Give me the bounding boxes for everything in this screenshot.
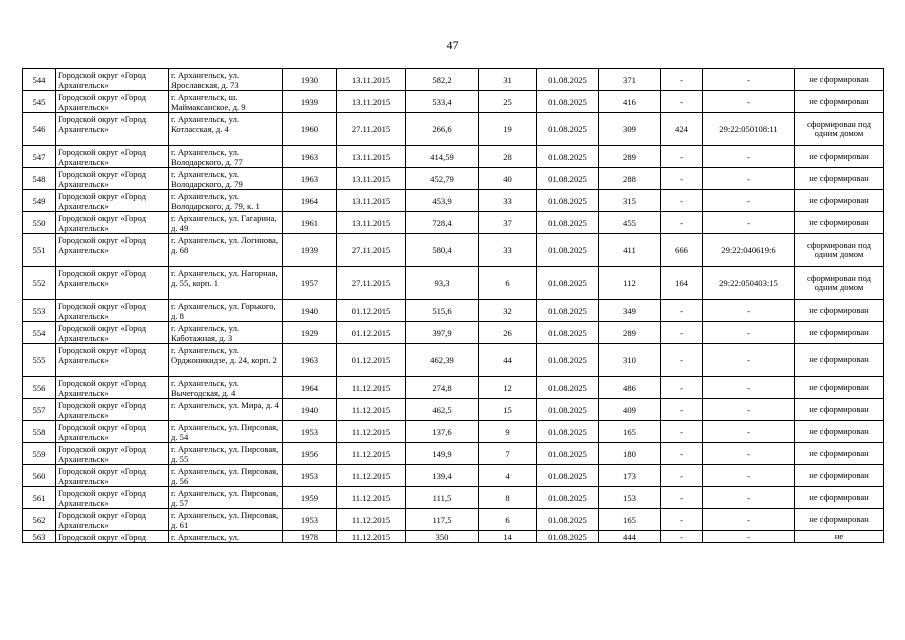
cadastral-number-cell: -	[703, 344, 795, 377]
build-year-cell: 1963	[283, 146, 337, 168]
address-cell: г. Архангельск, ул. Пирсовая, д. 57	[169, 487, 283, 509]
inclusion-date-cell: 11.12.2015	[337, 509, 406, 531]
table-row	[23, 531, 884, 543]
land-area-cell: -	[661, 168, 703, 190]
address-cell: г. Архангельск, ш. Маймаксанское, д. 9	[169, 91, 283, 113]
land-area-cell: -	[661, 487, 703, 509]
address-cell: г. Архангельск, ул. Горького, д. 8	[169, 300, 283, 322]
municipality-cell: Городской округ «Город Архангельск»	[56, 267, 169, 300]
residents-count-cell: 26	[479, 322, 537, 344]
inclusion-date-cell: 13.11.2015	[337, 212, 406, 234]
build-year-cell: 1939	[283, 234, 337, 267]
land-status-cell: не сформирован	[795, 421, 884, 443]
address-cell: г. Архангельск, ул. Ярославская, д. 73	[169, 69, 283, 91]
build-year-cell: 1929	[283, 322, 337, 344]
table-row	[23, 69, 884, 91]
row-number-cell: 551	[23, 234, 56, 267]
deadline-cell: 01.08.2025	[537, 487, 599, 509]
table-row	[23, 91, 884, 113]
address-cell: г. Архангельск, ул. Володарского, д. 79, к. 1	[169, 190, 283, 212]
row-number-cell: 550	[23, 212, 56, 234]
residents-count-cell: 33	[479, 190, 537, 212]
living-area-cell: 453,9	[406, 190, 479, 212]
deadline-cell: 01.08.2025	[537, 234, 599, 267]
days-cell: 165	[599, 509, 661, 531]
residents-count-cell: 37	[479, 212, 537, 234]
land-status-cell: не сформирован	[795, 190, 884, 212]
deadline-cell: 01.08.2025	[537, 344, 599, 377]
land-status-cell: не сформирован	[795, 91, 884, 113]
cadastral-number-cell: 29:22:050108:11	[703, 113, 795, 146]
land-status-cell: не сформирован	[795, 487, 884, 509]
build-year-cell: 1960	[283, 113, 337, 146]
address-cell: г. Архангельск, ул.	[169, 531, 283, 543]
land-status-cell: не	[795, 531, 884, 543]
inclusion-date-cell: 27.11.2015	[337, 113, 406, 146]
living-area-cell: 397,9	[406, 322, 479, 344]
deadline-cell: 01.08.2025	[537, 300, 599, 322]
table-row	[23, 509, 884, 531]
address-cell: г. Архангельск, ул. Пирсовая, д. 54	[169, 421, 283, 443]
inclusion-date-cell: 11.12.2015	[337, 531, 406, 543]
municipality-cell: Городской округ «Город Архангельск»	[56, 421, 169, 443]
deadline-cell: 01.08.2025	[537, 146, 599, 168]
address-cell: г. Архангельск, ул. Каботажная, д. 3	[169, 322, 283, 344]
address-cell: г. Архангельск, ул. Вычегодская, д. 4	[169, 377, 283, 399]
land-area-cell: -	[661, 322, 703, 344]
address-cell: г. Архангельск, ул. Гагарина, д. 49	[169, 212, 283, 234]
living-area-cell: 93,3	[406, 267, 479, 300]
land-area-cell: -	[661, 212, 703, 234]
table-row	[23, 168, 884, 190]
living-area-cell: 582,2	[406, 69, 479, 91]
municipality-cell: Городской округ «Город Архангельск»	[56, 322, 169, 344]
cadastral-number-cell: -	[703, 465, 795, 487]
cadastral-number-cell: -	[703, 399, 795, 421]
living-area-cell: 580,4	[406, 234, 479, 267]
days-cell: 289	[599, 322, 661, 344]
deadline-cell: 01.08.2025	[537, 69, 599, 91]
build-year-cell: 1978	[283, 531, 337, 543]
residents-count-cell: 25	[479, 91, 537, 113]
municipality-cell: Городской округ «Город	[56, 531, 169, 543]
row-number-cell: 554	[23, 322, 56, 344]
residents-count-cell: 14	[479, 531, 537, 543]
row-number-cell: 553	[23, 300, 56, 322]
address-cell: г. Архангельск, ул. Логинова, д. 68	[169, 234, 283, 267]
residents-count-cell: 33	[479, 234, 537, 267]
living-area-cell: 274,8	[406, 377, 479, 399]
table-row	[23, 300, 884, 322]
inclusion-date-cell: 13.11.2015	[337, 146, 406, 168]
table-row	[23, 146, 884, 168]
municipality-cell: Городской округ «Город Архангельск»	[56, 399, 169, 421]
days-cell: 411	[599, 234, 661, 267]
row-number-cell: 544	[23, 69, 56, 91]
land-area-cell: -	[661, 69, 703, 91]
days-cell: 349	[599, 300, 661, 322]
inclusion-date-cell: 01.12.2015	[337, 322, 406, 344]
days-cell: 416	[599, 91, 661, 113]
municipality-cell: Городской округ «Город Архангельск»	[56, 509, 169, 531]
land-status-cell: сформирован под одним домом	[795, 267, 884, 300]
deadline-cell: 01.08.2025	[537, 91, 599, 113]
row-number-cell: 552	[23, 267, 56, 300]
cadastral-number-cell: -	[703, 212, 795, 234]
row-number-cell: 546	[23, 113, 56, 146]
cadastral-number-cell: 29:22:050403:15	[703, 267, 795, 300]
residents-count-cell: 28	[479, 146, 537, 168]
cadastral-number-cell: -	[703, 509, 795, 531]
row-number-cell: 561	[23, 487, 56, 509]
cadastral-number-cell: -	[703, 443, 795, 465]
table-row	[23, 322, 884, 344]
residents-count-cell: 4	[479, 465, 537, 487]
table-row	[23, 212, 884, 234]
living-area-cell: 111,5	[406, 487, 479, 509]
municipality-cell: Городской округ «Город Архангельск»	[56, 91, 169, 113]
land-area-cell: -	[661, 146, 703, 168]
land-status-cell: не сформирован	[795, 212, 884, 234]
municipality-cell: Городской округ «Город Архангельск»	[56, 487, 169, 509]
land-area-cell: -	[661, 443, 703, 465]
residents-count-cell: 6	[479, 267, 537, 300]
living-area-cell: 462,5	[406, 399, 479, 421]
land-area-cell: -	[661, 190, 703, 212]
land-status-cell: не сформирован	[795, 509, 884, 531]
municipality-cell: Городской округ «Город Архангельск»	[56, 146, 169, 168]
table-row	[23, 443, 884, 465]
municipality-cell: Городской округ «Город Архангельск»	[56, 234, 169, 267]
municipality-cell: Городской округ «Город Архангельск»	[56, 377, 169, 399]
deadline-cell: 01.08.2025	[537, 443, 599, 465]
land-area-cell: 164	[661, 267, 703, 300]
residents-count-cell: 15	[479, 399, 537, 421]
days-cell: 289	[599, 146, 661, 168]
land-area-cell: -	[661, 377, 703, 399]
cadastral-number-cell: -	[703, 190, 795, 212]
inclusion-date-cell: 27.11.2015	[337, 267, 406, 300]
residents-count-cell: 8	[479, 487, 537, 509]
table-row	[23, 113, 884, 146]
residents-count-cell: 12	[479, 377, 537, 399]
municipality-cell: Городской округ «Город Архангельск»	[56, 344, 169, 377]
build-year-cell: 1957	[283, 267, 337, 300]
living-area-cell: 350	[406, 531, 479, 543]
cadastral-number-cell: -	[703, 531, 795, 543]
address-cell: г. Архангельск, ул. Нагорная, д. 55, корп. 1	[169, 267, 283, 300]
living-area-cell: 728,4	[406, 212, 479, 234]
land-area-cell: -	[661, 421, 703, 443]
row-number-cell: 549	[23, 190, 56, 212]
build-year-cell: 1939	[283, 91, 337, 113]
address-cell: г. Архангельск, ул. Мира, д. 4	[169, 399, 283, 421]
row-number-cell: 559	[23, 443, 56, 465]
days-cell: 153	[599, 487, 661, 509]
living-area-cell: 137,6	[406, 421, 479, 443]
inclusion-date-cell: 11.12.2015	[337, 399, 406, 421]
row-number-cell: 547	[23, 146, 56, 168]
cadastral-number-cell: -	[703, 91, 795, 113]
land-area-cell: 424	[661, 113, 703, 146]
table-row	[23, 399, 884, 421]
inclusion-date-cell: 27.11.2015	[337, 234, 406, 267]
residents-count-cell: 44	[479, 344, 537, 377]
row-number-cell: 560	[23, 465, 56, 487]
living-area-cell: 515,6	[406, 300, 479, 322]
residents-count-cell: 31	[479, 69, 537, 91]
days-cell: 455	[599, 212, 661, 234]
land-area-cell: -	[661, 344, 703, 377]
cadastral-number-cell: -	[703, 487, 795, 509]
municipality-cell: Городской округ «Город Архангельск»	[56, 300, 169, 322]
address-cell: г. Архангельск, ул. Котласская, д. 4	[169, 113, 283, 146]
land-status-cell: не сформирован	[795, 69, 884, 91]
living-area-cell: 462,39	[406, 344, 479, 377]
living-area-cell: 139,4	[406, 465, 479, 487]
land-area-cell: -	[661, 300, 703, 322]
municipality-cell: Городской округ «Город Архангельск»	[56, 168, 169, 190]
living-area-cell: 117,5	[406, 509, 479, 531]
inclusion-date-cell: 11.12.2015	[337, 465, 406, 487]
deadline-cell: 01.08.2025	[537, 212, 599, 234]
deadline-cell: 01.08.2025	[537, 531, 599, 543]
table-row	[23, 421, 884, 443]
build-year-cell: 1940	[283, 399, 337, 421]
address-cell: г. Архангельск, ул. Володарского, д. 77	[169, 146, 283, 168]
table-row	[23, 344, 884, 377]
municipality-cell: Городской округ «Город Архангельск»	[56, 212, 169, 234]
land-status-cell: не сформирован	[795, 465, 884, 487]
deadline-cell: 01.08.2025	[537, 377, 599, 399]
build-year-cell: 1956	[283, 443, 337, 465]
land-status-cell: не сформирован	[795, 344, 884, 377]
inclusion-date-cell: 11.12.2015	[337, 421, 406, 443]
inclusion-date-cell: 13.11.2015	[337, 91, 406, 113]
cadastral-number-cell: -	[703, 69, 795, 91]
deadline-cell: 01.08.2025	[537, 509, 599, 531]
table-row	[23, 234, 884, 267]
build-year-cell: 1953	[283, 509, 337, 531]
cadastral-number-cell: -	[703, 168, 795, 190]
living-area-cell: 452,79	[406, 168, 479, 190]
residents-count-cell: 9	[479, 421, 537, 443]
land-status-cell: не сформирован	[795, 377, 884, 399]
days-cell: 315	[599, 190, 661, 212]
build-year-cell: 1961	[283, 212, 337, 234]
deadline-cell: 01.08.2025	[537, 190, 599, 212]
residents-count-cell: 40	[479, 168, 537, 190]
deadline-cell: 01.08.2025	[537, 168, 599, 190]
land-status-cell: не сформирован	[795, 300, 884, 322]
deadline-cell: 01.08.2025	[537, 322, 599, 344]
land-area-cell: -	[661, 509, 703, 531]
land-area-cell: -	[661, 465, 703, 487]
row-number-cell: 545	[23, 91, 56, 113]
land-area-cell: -	[661, 399, 703, 421]
build-year-cell: 1930	[283, 69, 337, 91]
land-status-cell: не сформирован	[795, 168, 884, 190]
build-year-cell: 1959	[283, 487, 337, 509]
residents-count-cell: 7	[479, 443, 537, 465]
land-status-cell: не сформирован	[795, 146, 884, 168]
land-status-cell: не сформирован	[795, 399, 884, 421]
municipality-cell: Городской округ «Город Архангельск»	[56, 69, 169, 91]
days-cell: 165	[599, 421, 661, 443]
inclusion-date-cell: 13.11.2015	[337, 69, 406, 91]
land-area-cell: -	[661, 531, 703, 543]
inclusion-date-cell: 01.12.2015	[337, 344, 406, 377]
address-cell: г. Архангельск, ул. Орджоникидзе, д. 24, корп. 2	[169, 344, 283, 377]
municipality-cell: Городской округ «Город Архангельск»	[56, 443, 169, 465]
inclusion-date-cell: 13.11.2015	[337, 190, 406, 212]
deadline-cell: 01.08.2025	[537, 113, 599, 146]
housing-register-table	[22, 68, 884, 543]
municipality-cell: Городской округ «Город Архангельск»	[56, 113, 169, 146]
residents-count-cell: 32	[479, 300, 537, 322]
residents-count-cell: 19	[479, 113, 537, 146]
days-cell: 409	[599, 399, 661, 421]
table-row	[23, 377, 884, 399]
cadastral-number-cell: -	[703, 322, 795, 344]
days-cell: 112	[599, 267, 661, 300]
row-number-cell: 557	[23, 399, 56, 421]
deadline-cell: 01.08.2025	[537, 465, 599, 487]
row-number-cell: 556	[23, 377, 56, 399]
address-cell: г. Архангельск, ул. Пирсовая, д. 61	[169, 509, 283, 531]
address-cell: г. Архангельск, ул. Пирсовая, д. 55	[169, 443, 283, 465]
page-number: 47	[446, 38, 459, 52]
address-cell: г. Архангельск, ул. Пирсовая, д. 56	[169, 465, 283, 487]
deadline-cell: 01.08.2025	[537, 267, 599, 300]
inclusion-date-cell: 13.11.2015	[337, 168, 406, 190]
land-area-cell: -	[661, 91, 703, 113]
inclusion-date-cell: 11.12.2015	[337, 487, 406, 509]
days-cell: 486	[599, 377, 661, 399]
inclusion-date-cell: 11.12.2015	[337, 443, 406, 465]
build-year-cell: 1964	[283, 190, 337, 212]
living-area-cell: 414,59	[406, 146, 479, 168]
days-cell: 173	[599, 465, 661, 487]
days-cell: 310	[599, 344, 661, 377]
table-row	[23, 267, 884, 300]
table-row	[23, 190, 884, 212]
build-year-cell: 1953	[283, 465, 337, 487]
land-area-cell: 666	[661, 234, 703, 267]
days-cell: 309	[599, 113, 661, 146]
row-number-cell: 555	[23, 344, 56, 377]
cadastral-number-cell: -	[703, 377, 795, 399]
cadastral-number-cell: -	[703, 421, 795, 443]
address-cell: г. Архангельск, ул. Володарского, д. 79	[169, 168, 283, 190]
residents-count-cell: 6	[479, 509, 537, 531]
cadastral-number-cell: 29:22:040619:6	[703, 234, 795, 267]
land-status-cell: не сформирован	[795, 322, 884, 344]
inclusion-date-cell: 01.12.2015	[337, 300, 406, 322]
days-cell: 371	[599, 69, 661, 91]
days-cell: 180	[599, 443, 661, 465]
living-area-cell: 149,9	[406, 443, 479, 465]
table-row	[23, 465, 884, 487]
row-number-cell: 558	[23, 421, 56, 443]
row-number-cell: 563	[23, 531, 56, 543]
deadline-cell: 01.08.2025	[537, 399, 599, 421]
living-area-cell: 533,4	[406, 91, 479, 113]
row-number-cell: 562	[23, 509, 56, 531]
land-status-cell: не сформирован	[795, 443, 884, 465]
table-row	[23, 487, 884, 509]
land-status-cell: сформирован под одним домом	[795, 234, 884, 267]
municipality-cell: Городской округ «Город Архангельск»	[56, 190, 169, 212]
build-year-cell: 1953	[283, 421, 337, 443]
cadastral-number-cell: -	[703, 300, 795, 322]
build-year-cell: 1940	[283, 300, 337, 322]
living-area-cell: 266,6	[406, 113, 479, 146]
municipality-cell: Городской округ «Город Архангельск»	[56, 465, 169, 487]
days-cell: 288	[599, 168, 661, 190]
build-year-cell: 1964	[283, 377, 337, 399]
days-cell: 444	[599, 531, 661, 543]
build-year-cell: 1963	[283, 168, 337, 190]
cadastral-number-cell: -	[703, 146, 795, 168]
land-status-cell: сформирован под одним домом	[795, 113, 884, 146]
inclusion-date-cell: 11.12.2015	[337, 377, 406, 399]
build-year-cell: 1963	[283, 344, 337, 377]
row-number-cell: 548	[23, 168, 56, 190]
deadline-cell: 01.08.2025	[537, 421, 599, 443]
